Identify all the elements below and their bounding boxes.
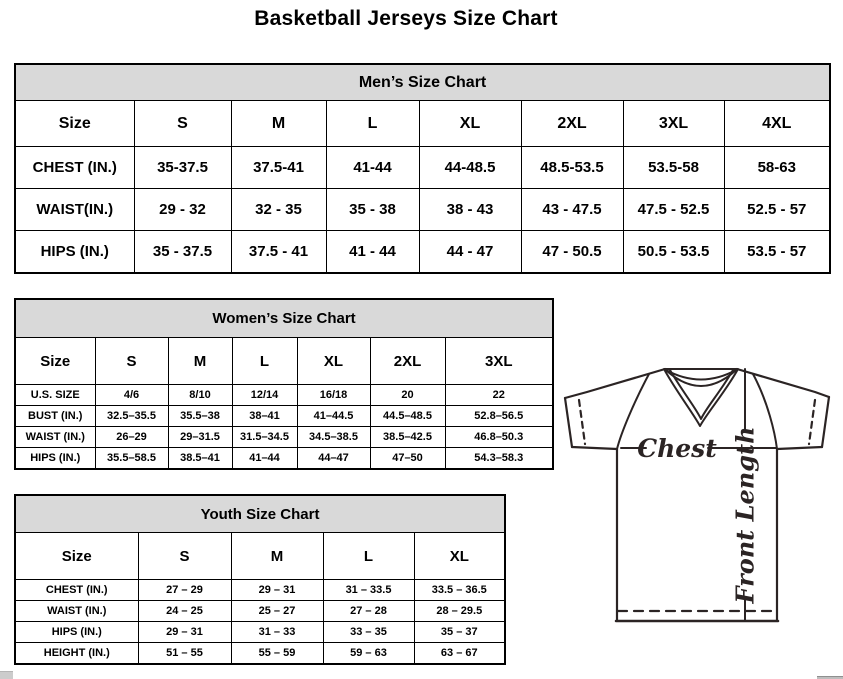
cell: 37.5 - 41 [231,231,326,274]
cell: 44–47 [297,448,370,470]
cell: 29 - 32 [134,189,231,231]
row-label: CHEST (IN.) [15,580,138,601]
right-cuff-dashed-line [809,400,815,444]
col-header: XL [419,101,521,147]
womens-size-table [14,298,554,470]
col-header: Size [15,101,134,147]
cell: 38–41 [232,406,297,427]
mens-size-header-row [15,101,830,147]
cell: 22 [445,385,553,406]
front-length-label: Front Length [730,426,760,604]
youth-table-title: Youth Size Chart [15,495,505,533]
cell: 50.5 - 53.5 [623,231,724,274]
mens-chest-row [15,147,830,189]
cell: 28 – 29.5 [414,601,505,622]
collar-outline [664,369,738,426]
youth-table-header [15,495,505,533]
cell: 48.5-53.5 [521,147,623,189]
cell: 29 – 31 [138,622,231,643]
row-label: HIPS (IN.) [15,231,134,274]
mens-waist-row [15,189,830,231]
cell: 24 – 25 [138,601,231,622]
womens-waist-row [15,427,553,448]
cell: 38.5–42.5 [370,427,445,448]
cell: 37.5-41 [231,147,326,189]
col-header: 4XL [724,101,830,147]
row-label: U.S. SIZE [15,385,95,406]
row-label: WAIST (IN.) [15,601,138,622]
cell: 38.5–41 [168,448,232,470]
womens-table-title: Women’s Size Chart [15,299,553,338]
womens-bust-row [15,406,553,427]
mens-table-header [15,64,830,101]
cell: 41 - 44 [326,231,419,274]
col-header: 2XL [521,101,623,147]
row-label: HIPS (IN.) [15,448,95,470]
col-header: M [168,338,232,385]
page-title: Basketball Jerseys Size Chart [254,7,558,30]
cell: 34.5–38.5 [297,427,370,448]
cell: 44 - 47 [419,231,521,274]
cell: 52.8–56.5 [445,406,553,427]
col-header: S [134,101,231,147]
mens-size-table [14,63,831,274]
cell: 54.3–58.3 [445,448,553,470]
cell: 51 – 55 [138,643,231,665]
cell: 52.5 - 57 [724,189,830,231]
cell: 31 – 33.5 [323,580,414,601]
youth-chest-row [15,580,505,601]
cell: 47–50 [370,448,445,470]
cell: 8/10 [168,385,232,406]
col-header: L [232,338,297,385]
cell: 41–44.5 [297,406,370,427]
col-header: 3XL [445,338,553,385]
cell: 53.5 - 57 [724,231,830,274]
cell: 35 - 38 [326,189,419,231]
col-header: XL [414,533,505,580]
cell: 53.5-58 [623,147,724,189]
cell: 29 – 31 [231,580,323,601]
cell: 59 – 63 [323,643,414,665]
cell: 33.5 – 36.5 [414,580,505,601]
col-header: 2XL [370,338,445,385]
cell: 27 – 28 [323,601,414,622]
cell: 20 [370,385,445,406]
youth-waist-row [15,601,505,622]
cell: 32 - 35 [231,189,326,231]
cell: 44.5–48.5 [370,406,445,427]
col-header: M [231,101,326,147]
cell: 63 – 67 [414,643,505,665]
cell: 47 - 50.5 [521,231,623,274]
cell: 35 - 37.5 [134,231,231,274]
womens-hips-row [15,448,553,470]
mens-table-title: Men’s Size Chart [15,64,830,101]
bottom-left-ui-fragment [0,671,13,679]
col-header: Size [15,338,95,385]
womens-size-header-row [15,338,553,385]
cell: 58-63 [724,147,830,189]
row-label: CHEST (IN.) [15,147,134,189]
womens-ussize-row [15,385,553,406]
cell: 32.5–35.5 [95,406,168,427]
cell: 35-37.5 [134,147,231,189]
col-header: L [326,101,419,147]
womens-table-header [15,299,553,338]
cell: 26–29 [95,427,168,448]
cell: 41–44 [232,448,297,470]
jersey-measurement-diagram [558,360,843,632]
cell: 47.5 - 52.5 [623,189,724,231]
cell: 35 – 37 [414,622,505,643]
cell: 31 – 33 [231,622,323,643]
cell: 12/14 [232,385,297,406]
cell: 4/6 [95,385,168,406]
col-header: Size [15,533,138,580]
youth-size-header-row [15,533,505,580]
cell: 31.5–34.5 [232,427,297,448]
cell: 16/18 [297,385,370,406]
col-header: S [138,533,231,580]
cell: 35.5–38 [168,406,232,427]
row-label: WAIST(IN.) [15,189,134,231]
left-cuff-dashed-line [579,400,585,444]
col-header: M [231,533,323,580]
cell: 44-48.5 [419,147,521,189]
cell: 43 - 47.5 [521,189,623,231]
cell: 27 – 29 [138,580,231,601]
row-label: HEIGHT (IN.) [15,643,138,665]
cell: 29–31.5 [168,427,232,448]
cell: 55 – 59 [231,643,323,665]
cell: 46.8–50.3 [445,427,553,448]
cell: 41-44 [326,147,419,189]
mens-hips-row [15,231,830,274]
row-label: BUST (IN.) [15,406,95,427]
col-header: S [95,338,168,385]
col-header: 3XL [623,101,724,147]
col-header: L [323,533,414,580]
row-label: HIPS (IN.) [15,622,138,643]
youth-height-row [15,643,505,665]
cell: 35.5–58.5 [95,448,168,470]
youth-size-table [14,494,506,665]
row-label: WAIST (IN.) [15,427,95,448]
cell: 38 - 43 [419,189,521,231]
chest-label: Chest [637,434,717,463]
youth-hips-row [15,622,505,643]
cell: 33 – 35 [323,622,414,643]
cell: 25 – 27 [231,601,323,622]
col-header: XL [297,338,370,385]
